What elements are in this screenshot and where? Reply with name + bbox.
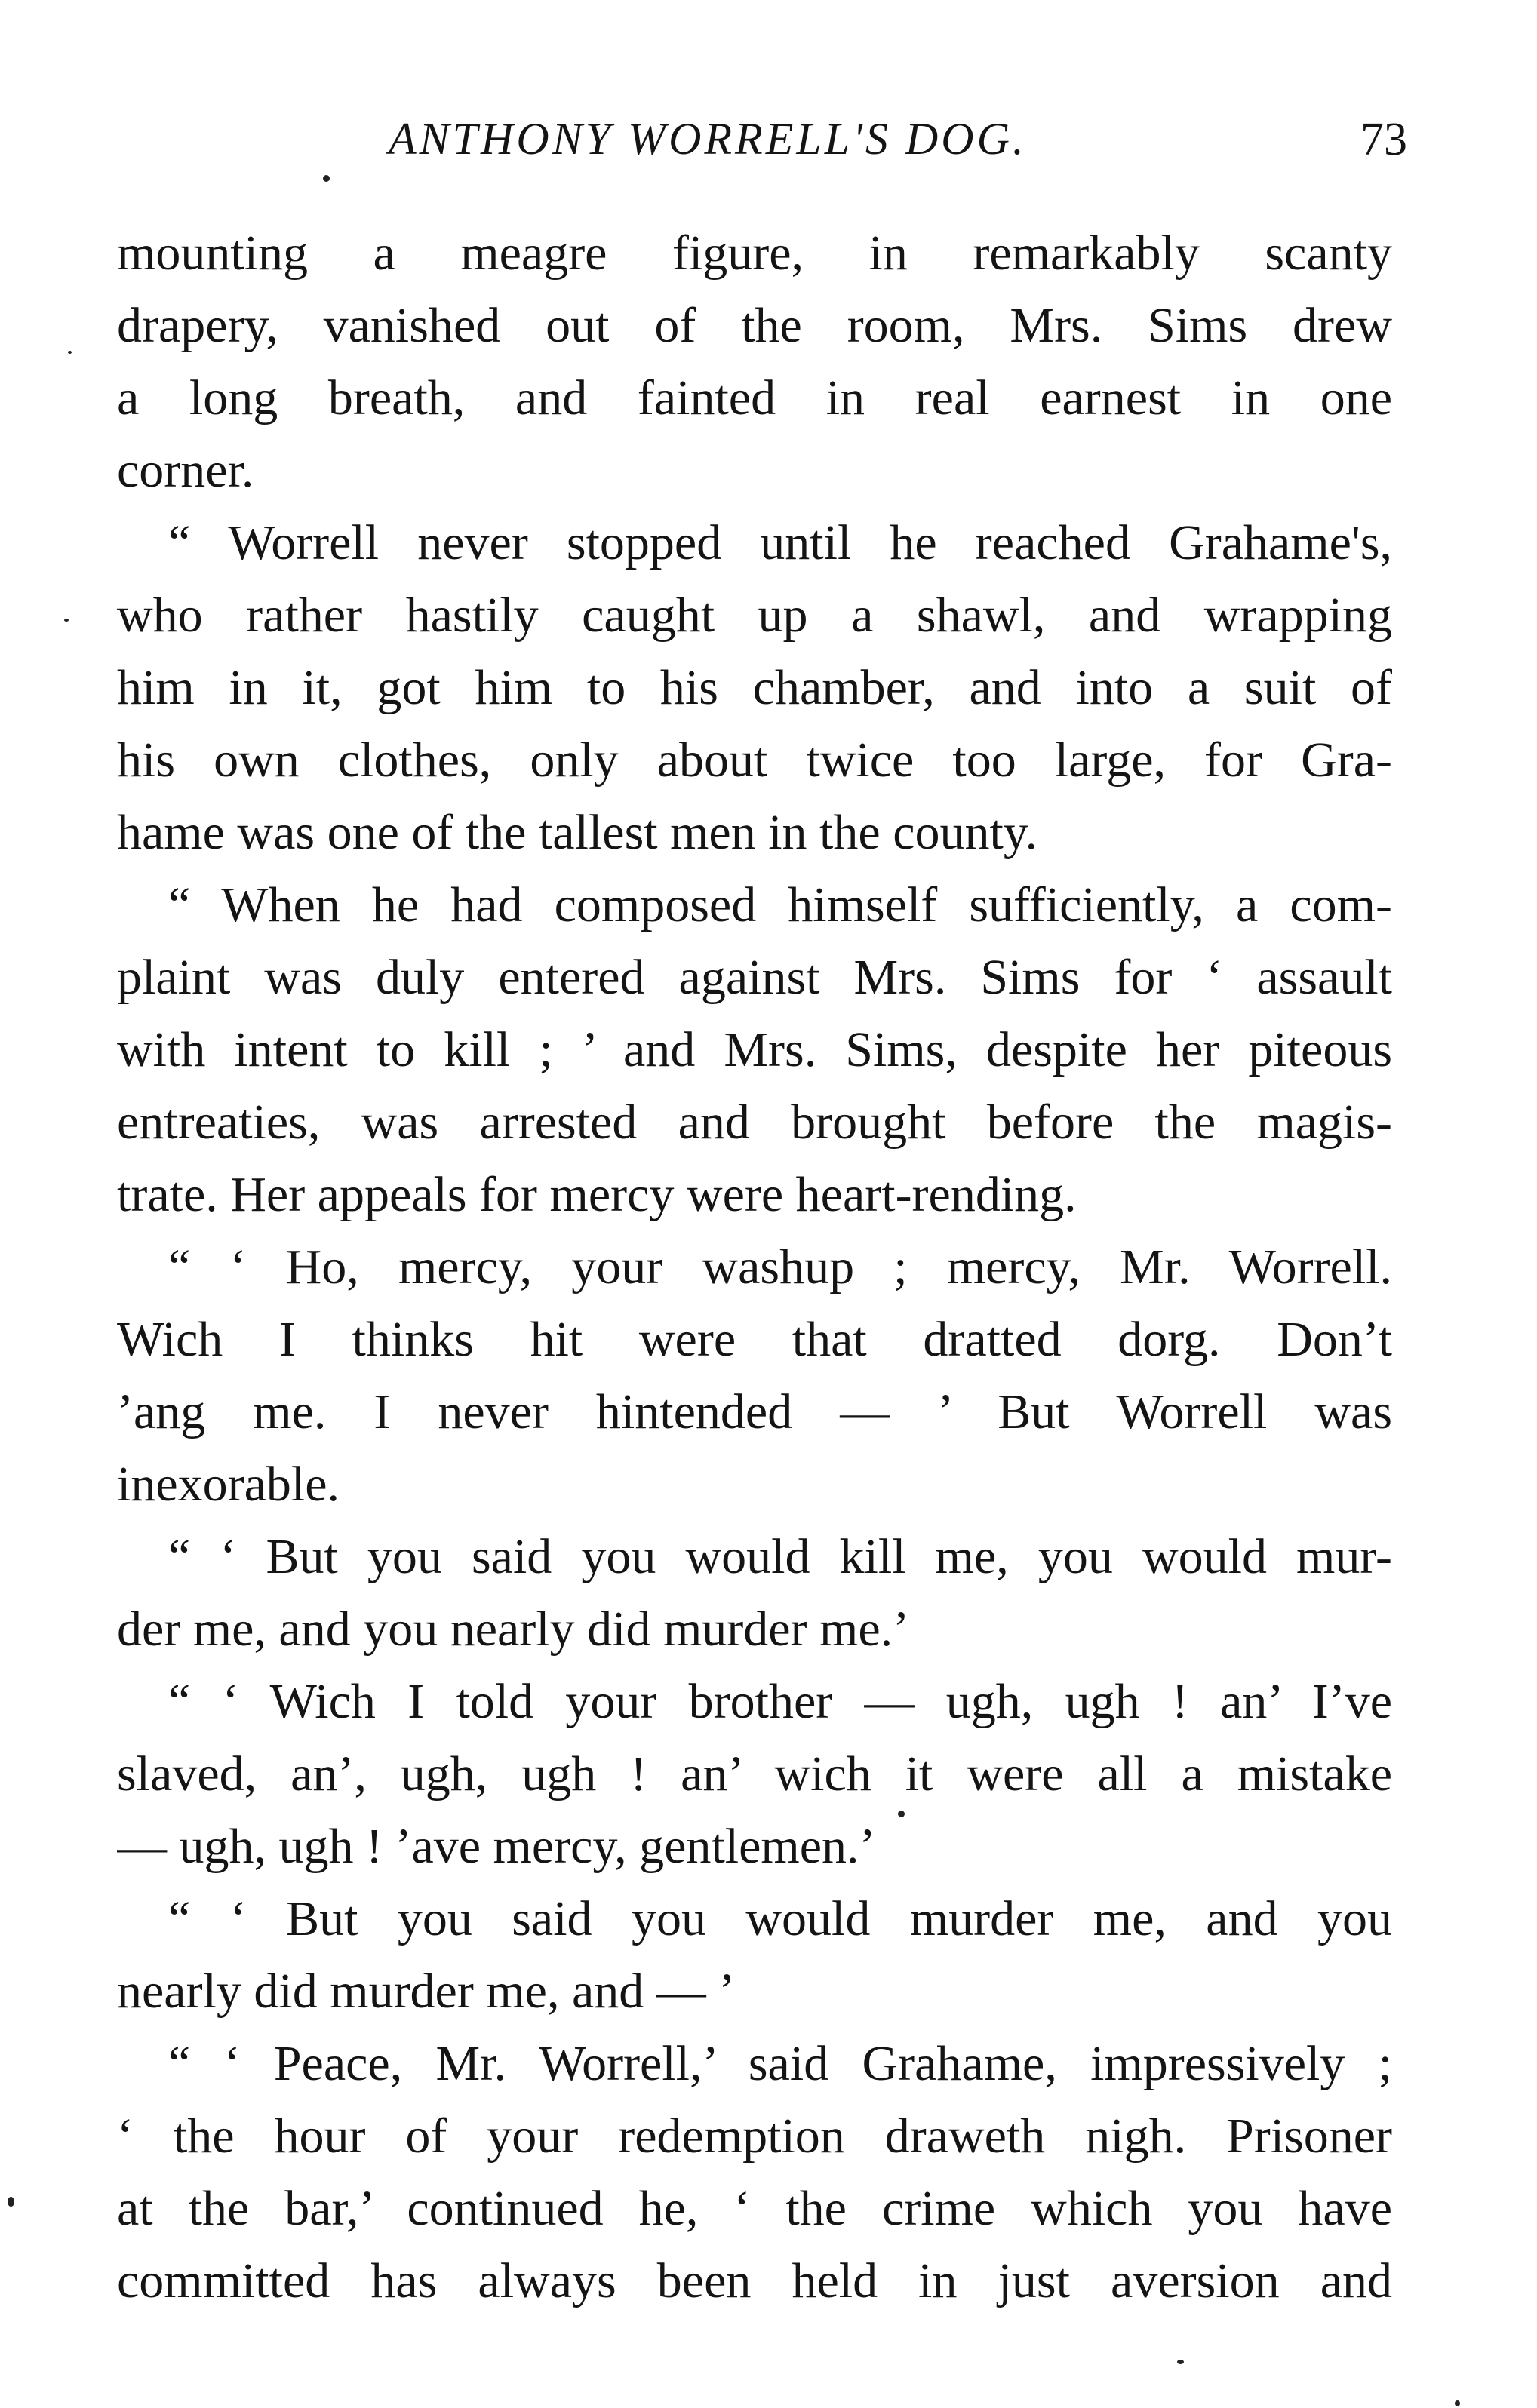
ink-speck	[1455, 2400, 1460, 2406]
text-line: — ugh, ugh ! ’ave mercy, gentlemen.’	[117, 1819, 876, 1874]
text-line: trate. Her appeals for mercy were heart-rending.	[117, 1167, 1077, 1222]
text-line: plaint was duly entered against Mrs. Sims for ‘ assault	[117, 950, 1392, 1005]
text-line: a long breath, and fainted in real earnest in one	[117, 370, 1392, 425]
text-line: with intent to kill ; ’ and Mrs. Sims, despite her piteous	[117, 1022, 1392, 1077]
ink-speck	[1177, 2360, 1184, 2364]
text-line: committed has always been held in just aversion and	[117, 2253, 1392, 2308]
text-line: ’ang me. I never hintended — ’ But Worrell was	[117, 1384, 1392, 1439]
text-line: ‘ the hour of your redemption draweth nigh. Prisoner	[117, 2109, 1392, 2164]
text-line: hame was one of the tallest men in the county.	[117, 805, 1038, 860]
text-line: Wich I thinks hit were that dratted dorg. Don’t	[117, 1312, 1392, 1367]
paragraph-first-line: “ ‘ But you said you would murder me, and you	[168, 1891, 1392, 1946]
text-line: mounting a meagre figure, in remarkably scanty	[117, 226, 1392, 281]
text-line: slaved, an’, ugh, ugh ! an’ wich it were all a mistake	[117, 1746, 1392, 1801]
text-line: der me, and you nearly did murder me.’	[117, 1602, 910, 1657]
paragraph-first-line: “ Worrell never stopped until he reached Grahame's,	[168, 515, 1392, 570]
paragraph-first-line: “ ‘ Ho, mercy, your washup ; mercy, Mr. Worrell.	[168, 1239, 1392, 1295]
page-number: 73	[1360, 114, 1407, 165]
paragraph-first-line: “ ‘ But you said you would kill me, you would mur-	[168, 1529, 1392, 1584]
body-text	[117, 217, 1392, 2317]
text-line: at the bar,’ continued he, ‘ the crime which you have	[117, 2181, 1392, 2236]
text-line: corner.	[117, 443, 254, 498]
paragraph-first-line: “ ‘ Peace, Mr. Worrell,’ said Grahame, impressively ;	[168, 2036, 1392, 2091]
paragraph-first-line: “ When he had composed himself sufficiently, a com-	[168, 877, 1392, 932]
running-title: ANTHONY WORRELL'S DOG.	[389, 114, 1027, 164]
ink-speck	[8, 2197, 14, 2207]
ink-speck	[64, 619, 69, 622]
text-line: inexorable.	[117, 1457, 340, 1512]
ink-speck	[68, 351, 72, 354]
text-line: his own clothes, only about twice too large, for Gra-	[117, 733, 1392, 788]
text-line: who rather hastily caught up a shawl, and wrapping	[117, 588, 1392, 643]
running-header	[0, 113, 1537, 166]
ink-speck	[323, 175, 330, 182]
text-line: drapery, vanished out of the room, Mrs. Sims drew	[117, 298, 1392, 353]
text-line: him in it, got him to his chamber, and into a suit of	[117, 660, 1392, 715]
ink-speck	[898, 1811, 905, 1817]
text-line: entreaties, was arrested and brought before the magis-	[117, 1095, 1392, 1150]
paragraph-first-line: “ ‘ Wich I told your brother — ugh, ugh ! an’ I’ve	[168, 1674, 1392, 1729]
text-line: nearly did murder me, and — ’	[117, 1964, 736, 2019]
